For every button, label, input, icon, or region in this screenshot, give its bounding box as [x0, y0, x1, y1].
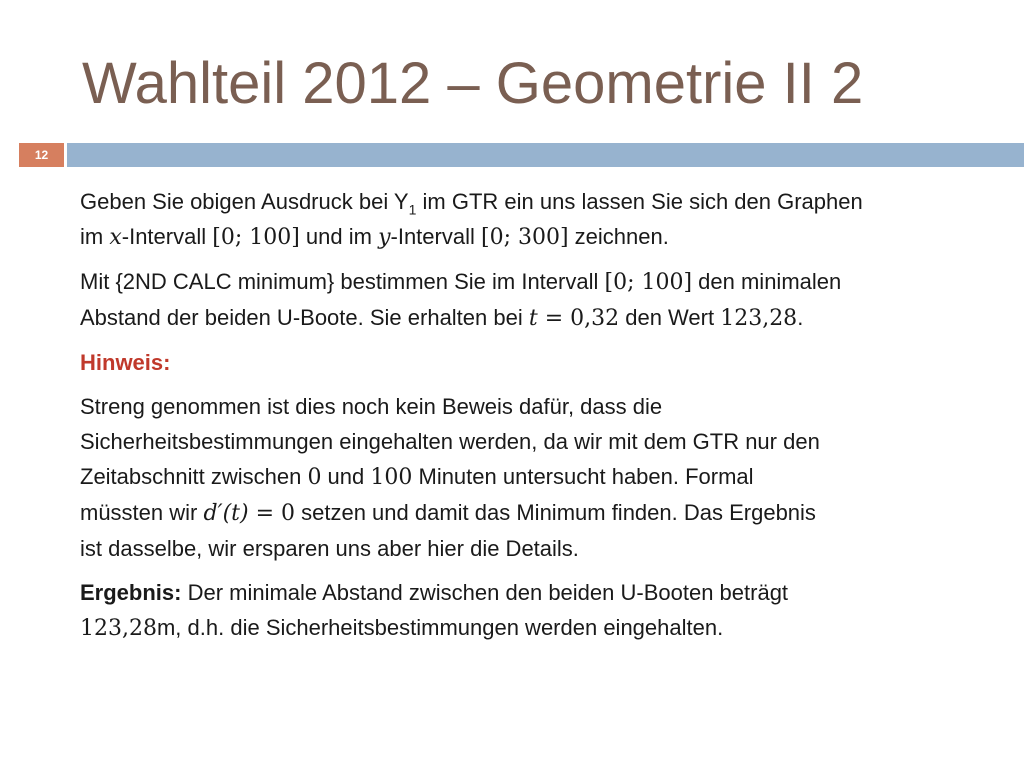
- text-line: [80, 219, 985, 255]
- text-run: zeichnen.: [568, 224, 669, 249]
- paragraph-hinweis-label: [80, 345, 985, 380]
- header-bar: [67, 143, 1024, 167]
- text-line: Streng genommen ist dies noch kein Beweis dafür, dass die: [80, 394, 663, 419]
- text-run: .: [797, 305, 804, 330]
- text-run: -Intervall: [121, 224, 213, 249]
- text-line: ist dasselbe, wir ersparen uns aber hier die Details.: [80, 536, 579, 561]
- text-run: m, d.h. die Sicherheitsbestimmungen werden eingehalten.: [156, 615, 724, 640]
- slide-title: Wahlteil 2012 – Geometrie II 2: [82, 51, 864, 116]
- math-variable: y: [378, 225, 391, 250]
- math-value: 123,28: [720, 306, 798, 331]
- text-line: Sicherheitsbestimmungen eingehalten werden, da wir mit dem GTR nur den: [80, 429, 820, 454]
- text-run: und im: [299, 224, 379, 249]
- paragraph-hinweis-text: [80, 389, 985, 566]
- paragraph-ergebnis: [80, 575, 985, 646]
- text-run: Geben Sie obigen Ausdruck bei Y: [80, 189, 409, 214]
- text-line: [80, 184, 985, 219]
- text-line: [80, 495, 985, 531]
- math-equation: = 0,32: [537, 306, 620, 331]
- math-value: 100: [370, 465, 413, 490]
- text-run: -Intervall: [390, 224, 481, 249]
- text-run: im: [80, 224, 110, 249]
- text-line: [80, 575, 985, 610]
- text-run: Minuten untersucht haben. Formal: [412, 464, 754, 489]
- text-run: den Wert: [619, 305, 721, 330]
- text-run: Der minimale Abstand zwischen den beiden U-Booten beträgt: [181, 580, 789, 605]
- math-value: 0: [307, 465, 322, 490]
- math-variable: x: [109, 225, 122, 250]
- math-interval: [0; 100]: [212, 225, 300, 250]
- text-run: im GTR ein uns lassen Sie sich den Graphen: [416, 189, 863, 214]
- text-line: [80, 459, 985, 495]
- paragraph-gtr-input: [80, 184, 985, 255]
- math-variable: t: [528, 306, 538, 331]
- hinweis-label: Hinweis:: [80, 350, 171, 375]
- math-equation: = 0: [248, 501, 295, 526]
- slide-content: [80, 184, 985, 655]
- math-derivative: d′(t): [203, 501, 249, 526]
- text-run: und: [321, 464, 371, 489]
- text-run: setzen und damit das Minimum finden. Das Ergebnis: [295, 500, 816, 525]
- math-interval: [0; 100]: [604, 270, 693, 295]
- text-line: [80, 300, 985, 336]
- page-number: 12: [19, 143, 64, 167]
- text-run: Mit {2ND CALC minimum} bestimmen Sie im Intervall: [80, 269, 605, 294]
- paragraph-minimum: [80, 264, 985, 336]
- text-line: [80, 610, 985, 646]
- math-interval: [0; 300]: [480, 225, 569, 250]
- text-run: Abstand der beiden U-Boote. Sie erhalten bei: [80, 305, 529, 330]
- subscript: 1: [408, 201, 417, 218]
- text-run: den minimalen: [692, 269, 842, 294]
- text-run: müssten wir: [80, 500, 204, 525]
- ergebnis-label: Ergebnis:: [80, 580, 182, 605]
- text-line: [80, 264, 985, 300]
- text-run: Zeitabschnitt zwischen: [80, 464, 308, 489]
- math-value: 123,28: [80, 616, 157, 641]
